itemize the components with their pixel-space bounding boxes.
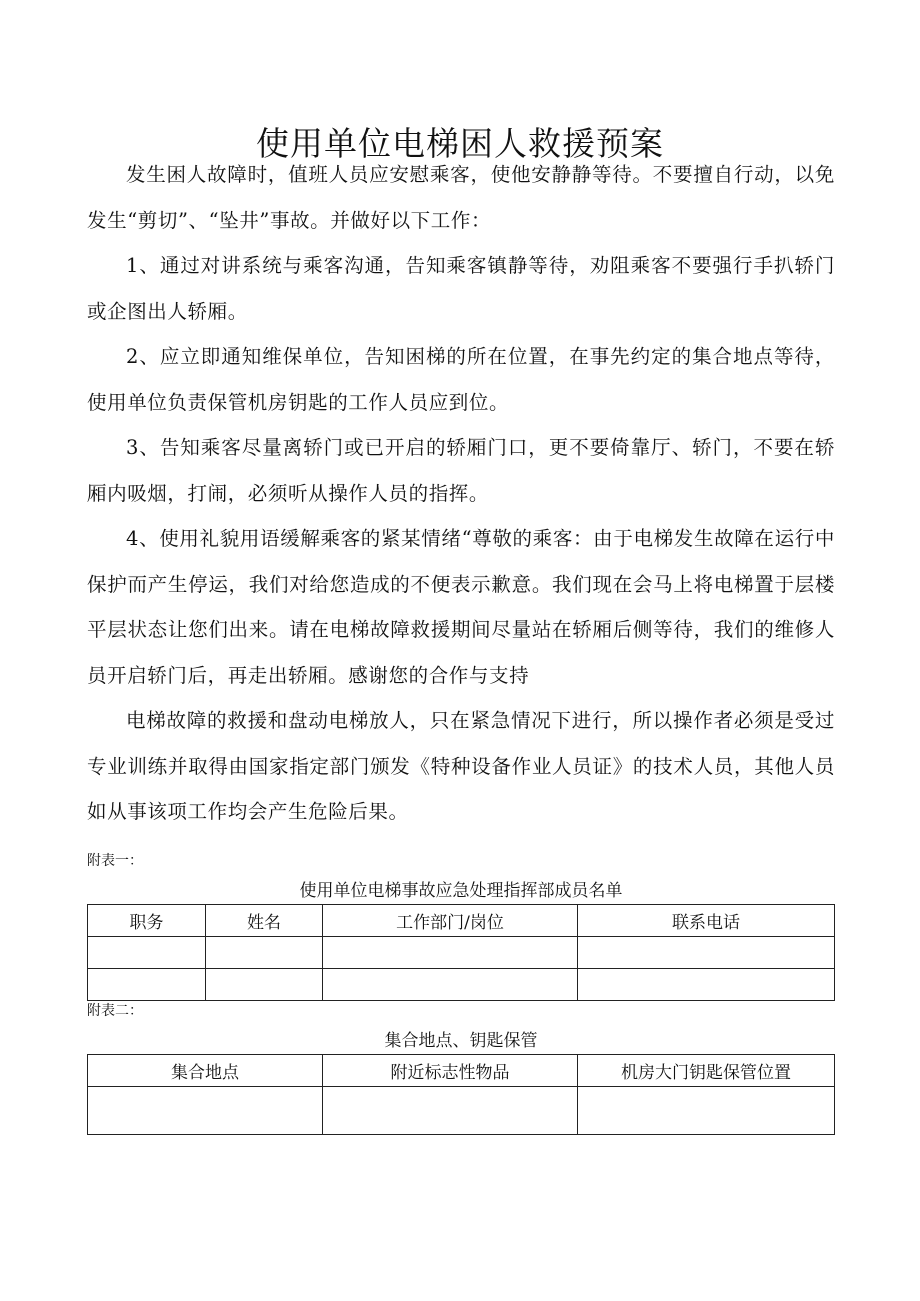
table-cell <box>206 937 323 969</box>
table-row <box>88 1087 835 1135</box>
page-title: 使用单位电梯困人救援预案 <box>256 124 664 164</box>
table2-label: 附表二： <box>87 1003 143 1019</box>
table2-caption: 集合地点、钥匙保管 <box>384 1031 538 1051</box>
table-cell <box>578 969 835 1001</box>
table-cell <box>206 969 323 1001</box>
table-cell <box>323 937 578 969</box>
table-cell <box>578 1087 835 1135</box>
header-cell: 集合地点 <box>88 1055 323 1087</box>
paragraph-step-4: 4、使用礼貌用语缓解乘客的紧某情绪“尊敬的乘客：由于电梯发生故障在运行中保护而产生停运，我们对给您造成的不便表示歉意。我们现在会马上将电梯置于层楼平层状态让您们出来。请在电梯故障救援期间尽量站在轿厢后侧等待，我们的维修人员开启轿门后，再走出轿厢。感谢您的合作与支持 <box>87 527 835 687</box>
table-row <box>88 969 835 1001</box>
members-table <box>87 904 835 1001</box>
assembly-keys-table <box>87 1054 835 1135</box>
table1-label: 附表一： <box>87 853 143 869</box>
table-cell <box>323 969 578 1001</box>
table-cell <box>88 969 206 1001</box>
document-body <box>87 152 835 835</box>
header-cell: 联系电话 <box>578 905 835 937</box>
table-cell <box>323 1087 578 1135</box>
table-header-row <box>88 1055 835 1087</box>
table1-caption: 使用单位电梯事故应急处理指挥部成员名单 <box>299 881 623 901</box>
paragraph-warning: 电梯故障的救援和盘动电梯放人，只在紧急情况下进行，所以操作者必须是受过专业训练并取得由国家指定部门颁发《特种设备作业人员证》的技术人员，其他人员如从事该项工作均会产生危险后果。 <box>87 709 835 823</box>
header-cell: 附近标志性物品 <box>323 1055 578 1087</box>
paragraph-step-3: 3、告知乘客尽量离轿门或已开启的轿厢门口，更不要倚靠厅、轿门，不要在轿厢内吸烟，打闹，必须听从操作人员的指挥。 <box>87 436 835 505</box>
table-cell <box>88 937 206 969</box>
table-header-row <box>88 905 835 937</box>
paragraph-step-2: 2、应立即通知维保单位，告知困梯的所在位置，在事先约定的集合地点等待，使用单位负责保管机房钥匙的工作人员应到位。 <box>87 345 835 414</box>
header-cell: 机房大门钥匙保管位置 <box>578 1055 835 1087</box>
table-cell <box>88 1087 323 1135</box>
paragraph-step-1: 1、通过对讲系统与乘客沟通，告知乘客镇静等待，劝阻乘客不要强行手扒轿门或企图出人轿厢。 <box>87 254 835 323</box>
header-cell: 工作部门/岗位 <box>323 905 578 937</box>
table-row <box>88 937 835 969</box>
header-cell: 姓名 <box>206 905 323 937</box>
header-cell: 职务 <box>88 905 206 937</box>
paragraph-intro: 发生困人故障时，值班人员应安慰乘客，使他安静静等待。不要擅自行动，以免发生“剪切”、“坠井”事故。并做好以下工作： <box>87 163 835 232</box>
table-cell <box>578 937 835 969</box>
